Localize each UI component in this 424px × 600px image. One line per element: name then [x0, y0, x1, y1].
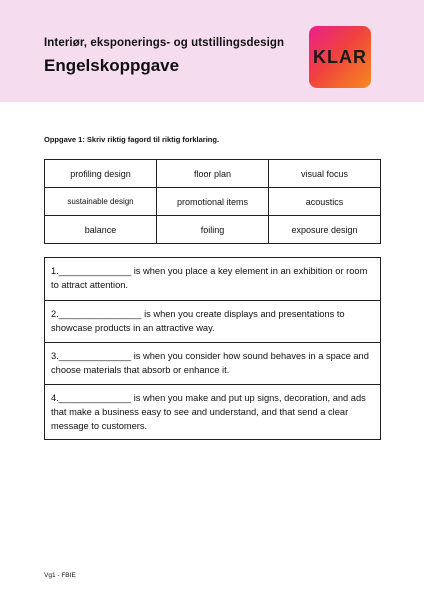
term-cell: acoustics — [269, 188, 381, 216]
term-cell: floor plan — [157, 160, 269, 188]
term-cell: visual focus — [269, 160, 381, 188]
terms-table — [44, 159, 381, 244]
term-cell: balance — [45, 216, 157, 244]
table-row — [45, 188, 381, 216]
definition-item-1: 1.______________ is when you place a key element in an exhibition or room to attract attention. — [51, 266, 368, 290]
page-title: Engelskoppgave — [44, 56, 180, 75]
klar-logo — [309, 26, 371, 88]
task-instruction: Oppgave 1: Skriv riktig fagord til riktig forklaring. — [44, 135, 220, 144]
table-row — [45, 160, 381, 188]
definition-item-4: 4.______________ is when you make and put up signs, decoration, and ads that make a business easy to see and understand, and that send a clear message to customers. — [45, 384, 380, 439]
header-band — [0, 0, 424, 102]
definitions-box — [44, 257, 381, 440]
definition-item-2: 2.________________ is when you create displays and presentations to showcase products in an attractive way. — [45, 300, 380, 342]
footer-label: Vg1 - FBIE — [44, 572, 76, 579]
term-cell: promotional items — [157, 188, 269, 216]
definition-item-3: 3.______________ is when you consider how sound behaves in a space and choose materials that absorb or enhance it. — [45, 342, 380, 384]
term-cell: exposure design — [269, 216, 381, 244]
term-cell: foiling — [157, 216, 269, 244]
table-row — [45, 216, 381, 244]
term-cell: sustainable design — [45, 188, 157, 216]
term-cell: profiling design — [45, 160, 157, 188]
course-subtitle: Interiør, eksponerings- og utstillingsdesign — [44, 37, 285, 49]
logo-text: KLAR — [313, 46, 367, 67]
